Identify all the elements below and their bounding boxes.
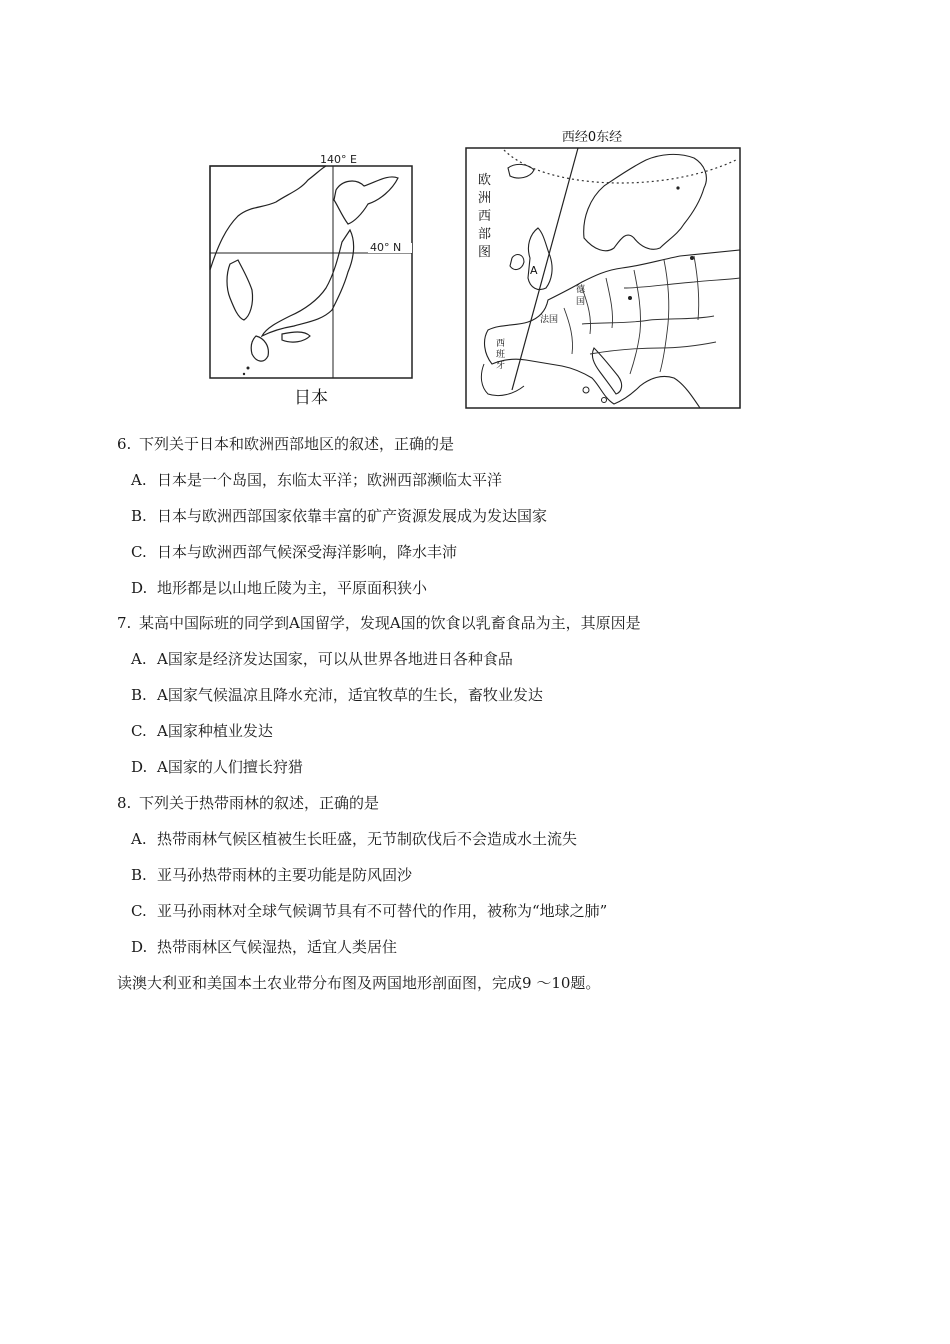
capital-dot — [628, 296, 632, 300]
option-letter: A. — [131, 830, 147, 848]
question-7-option-b — [131, 685, 543, 705]
option-text: 热带雨林气候区植被生长旺盛，无节制砍伐后不会造成水土流失 — [157, 830, 578, 848]
option-text: 日本与欧洲西部国家依靠丰富的矿产资源发展成为发达国家 — [157, 507, 548, 525]
option-letter: D. — [131, 758, 148, 776]
europe-title-char: 部 — [478, 227, 492, 242]
question-text: 下列关于热带雨林的叙述，正确的是 — [139, 794, 380, 812]
question-number: 6. — [117, 435, 132, 453]
question-8-option-a — [131, 829, 577, 849]
option-text: 日本与欧洲西部气候深受海洋影响，降水丰沛 — [157, 543, 458, 561]
question-8-option-b — [131, 865, 412, 885]
option-text: 地形都是以山地丘陵为主，平原面积狭小 — [157, 579, 428, 597]
country-a-label: A — [530, 264, 538, 277]
japan-latitude-label: 40° N — [370, 241, 402, 254]
spain-label: 牙 — [496, 361, 506, 371]
question-number: 7. — [117, 614, 132, 632]
europe-meridian-label: 西经0东经 — [561, 130, 623, 145]
spain-label: 班 — [496, 350, 506, 360]
question-8-option-d — [131, 937, 397, 957]
europe-title-char: 西 — [478, 209, 492, 224]
question-6-option-a — [131, 470, 502, 490]
germany-label: 国 — [576, 297, 586, 307]
option-letter: D. — [131, 938, 148, 956]
option-letter: B. — [131, 866, 147, 884]
question-6-stem — [117, 434, 454, 454]
europe-title-char: 图 — [478, 245, 492, 260]
question-number: 8. — [117, 794, 132, 812]
question-7-option-d — [131, 757, 303, 777]
reading-instruction: 读澳大利亚和美国本土农业带分布图及两国地形剖面图，完成9 ～10题。 — [117, 974, 601, 992]
question-7-option-c — [131, 721, 273, 741]
question-text: 下列关于日本和欧洲西部地区的叙述，正确的是 — [139, 435, 455, 453]
spain-label: 西 — [496, 339, 506, 349]
japan-longitude-label: 140° E — [320, 153, 357, 166]
question-6-option-d — [131, 578, 427, 598]
japan-map-frame — [210, 166, 412, 378]
option-letter: A. — [131, 471, 147, 489]
option-letter: C. — [131, 722, 147, 740]
japan-map — [208, 150, 414, 412]
option-text: 亚马孙热带雨林的主要功能是防风固沙 — [157, 866, 413, 884]
option-letter: A. — [131, 650, 147, 668]
question-8-stem — [117, 793, 379, 813]
option-letter: D. — [131, 579, 148, 597]
japan-map-caption: 日本 — [294, 388, 328, 408]
europe-map — [464, 128, 742, 410]
france-label: 法国 — [540, 315, 559, 325]
option-text: A国家气候温凉且降水充沛，适宜牧草的生长，畜牧业发达 — [157, 686, 543, 704]
option-text: A国家种植业发达 — [157, 722, 273, 740]
option-text: 亚马孙雨林对全球气候调节具有不可替代的作用，被称为“地球之肺” — [157, 902, 608, 920]
question-8-option-c — [131, 901, 607, 921]
question-text: 某高中国际班的同学到A国留学，发现A国的饮食以乳畜食品为主，其原因是 — [139, 614, 641, 632]
option-letter: C. — [131, 543, 147, 561]
europe-title-char: 洲 — [478, 191, 492, 206]
option-letter: C. — [131, 902, 147, 920]
option-text: 热带雨林区气候湿热，适宜人类居住 — [157, 938, 398, 956]
option-text: 日本是一个岛国，东临太平洋；欧洲西部濒临太平洋 — [157, 471, 503, 489]
option-letter: B. — [131, 507, 147, 525]
option-letter: B. — [131, 686, 147, 704]
question-6-option-c — [131, 542, 457, 562]
option-text: A国家是经济发达国家，可以从世界各地进日各种食品 — [157, 650, 513, 668]
germany-label: 德 — [576, 285, 586, 295]
question-6-option-b — [131, 506, 547, 526]
question-7-option-a — [131, 649, 513, 669]
question-7-stem — [117, 613, 641, 633]
europe-title-char: 欧 — [478, 173, 492, 188]
option-text: A国家的人们擅长狩猎 — [157, 758, 303, 776]
